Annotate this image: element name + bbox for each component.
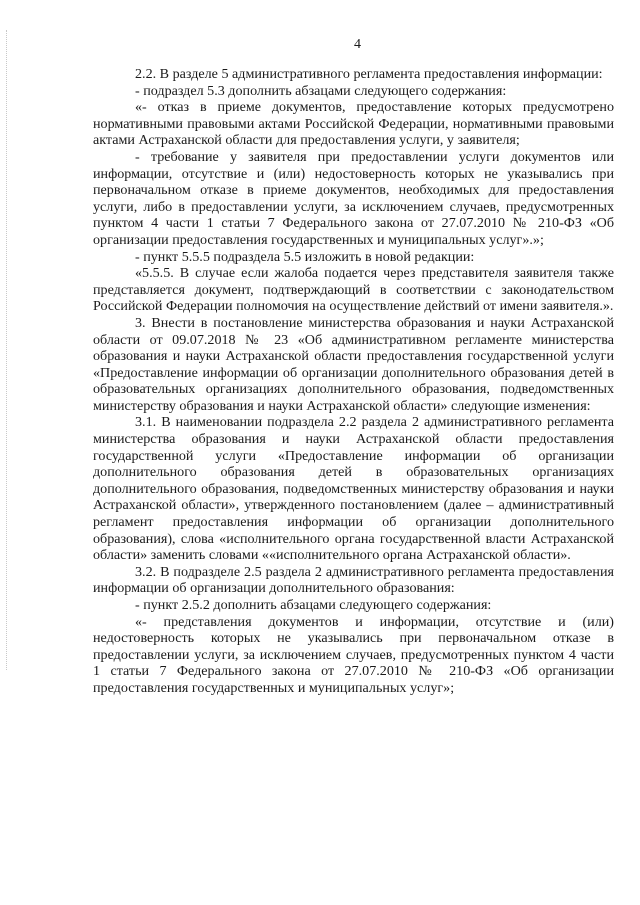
paragraph-2-5-2-text: «- представления документов и информации, отсутствие и (или) недостоверность которых не указывались при первоначальном отказе в предоставлении услуги, за исключением случаев, предусмотренных пунктом 4 части 1 статьи 7 Федерального закона от 27.07.2010 № 210-ФЗ «Об организации предоставления государственных и муниципальных услуг»; — [93, 613, 614, 696]
paragraph-2-2: 2.2. В разделе 5 административного регламента предоставления информации: — [135, 66, 603, 82]
paragraph-refusal-documents: «- отказ в приеме документов, предоставление которых предусмотрено нормативными правовыми актами Российской Федерации, нормативными правовыми актами Астраханской области для предоставления услуги, у заявителя; — [93, 99, 614, 149]
paragraph-subsection-5-3: - подраздел 5.3 дополнить абзацами следующего содержания: — [135, 82, 507, 99]
paragraph-3: 3. Внести в постановление министерства образования и науки Астраханской области от 09.07.2018 № 23 «Об административном регламенте министерства образования и науки Астраханской области предоставления государственной услуги «Предоставление информации об организации дополнительного образования детей в образовательных организациях дополнительного образования, подведомственных министерству образования и науки Астраханской области» следующие изменения: — [93, 314, 614, 414]
page-number: 4 — [354, 37, 361, 52]
paragraph-3-2: 3.2. В подразделе 2.5 раздела 2 административного регламента предоставления информации об организации дополнительного образования: — [93, 563, 614, 597]
paragraph-3-1: 3.1. В наименовании подраздела 2.2 раздела 2 административного регламента министерства образования и науки Астраханской области предоставления государственной услуги «Предоставление информации об организации дополнительного образования детей в образовательных организациях дополнительного образования, подведомственных министерству образования и науки Астраханской области», утвержденного постановлением (далее – административный регламент предоставления информации об организации дополнительного образования), слова «исполнительного органа государственной власти Астраханской области» заменить словами ««исполнительного органа Астраханской области». — [93, 414, 614, 564]
scan-edge-line — [6, 30, 8, 670]
paragraph-item-5-5-5: - пункт 5.5.5 подраздела 5.5 изложить в новой редакции: — [135, 248, 475, 265]
paragraph-item-2-5-2: - пункт 2.5.2 дополнить абзацами следующего содержания: — [135, 597, 492, 613]
paragraph-5-5-5-text: «5.5.5. В случае если жалоба подается через представителя заявителя также представляется документ, подтверждающий в соответствии с законодательством Российской Федерации полномочия на осуществление действий от имени заявителя.». — [93, 265, 614, 315]
document-body — [93, 66, 614, 697]
paragraph-requirement-documents: - требование у заявителя при предоставлении услуги документов или информации, отсутствие и (или) недостоверность которых не указывались при первоначальном отказе в приеме документов, необходимых для предоставления услуги, либо в предоставлении услуги, за исключением случаев, предусмотренных пунктом 4 части 1 статьи 7 Федерального закона от 27.07.2010 № 210-ФЗ «Об организации предоставления государственных и муниципальных услуг».»; — [93, 148, 614, 248]
